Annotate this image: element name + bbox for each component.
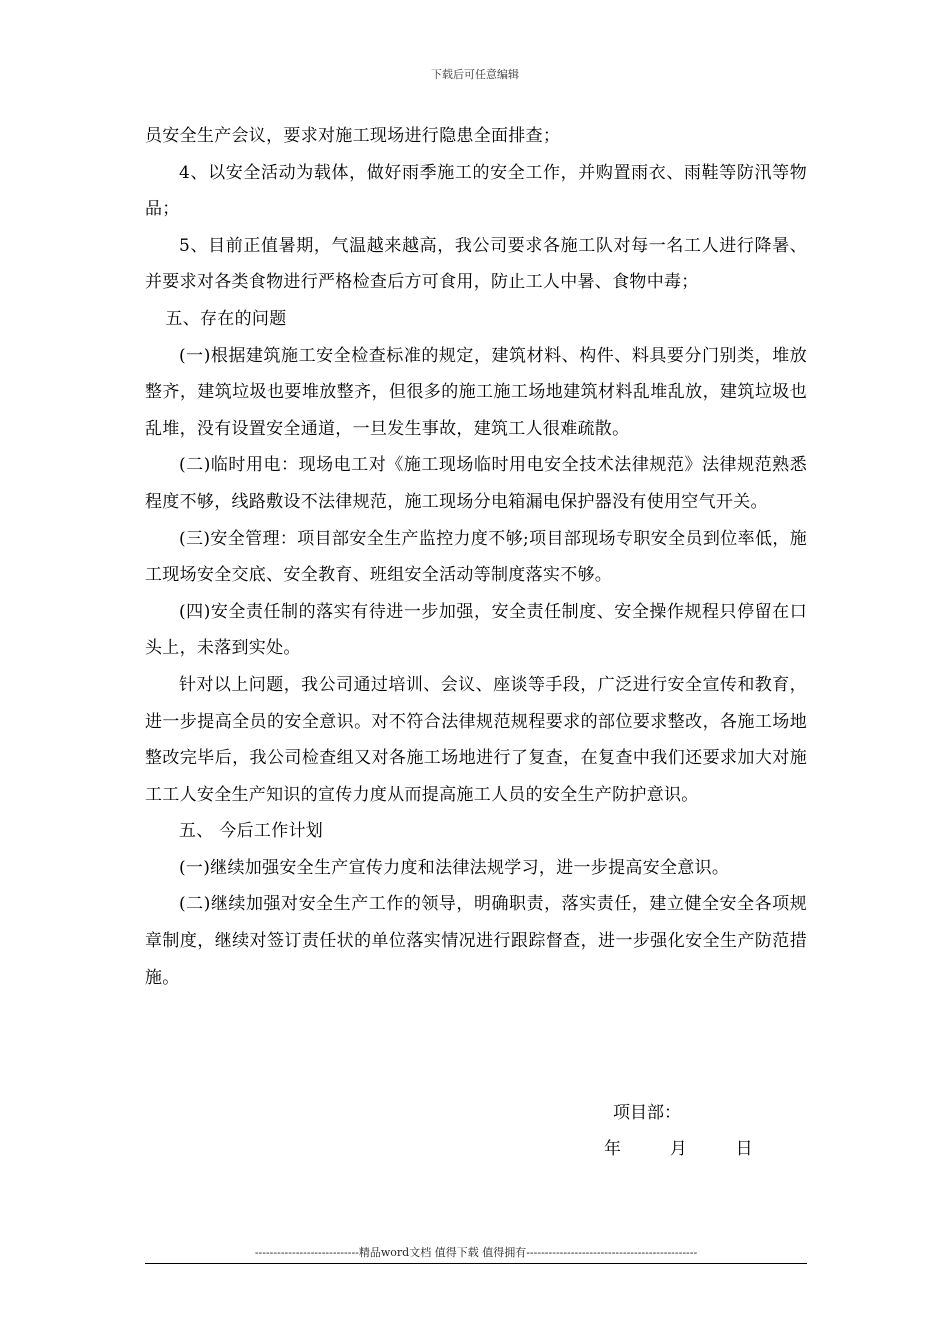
paragraph: 针对以上问题，我公司通过培训、会议、座谈等手段，广泛进行安全宣传和教育，进一步提高全员的安全意识。对不符合法律规范规程要求的部位要求整改，各施工场地整改完毕后，我公司检查组又对各施工场地进行了复查，在复查中我们还要求加大对施工工人安全生产知识的宣传力度从而提高施工人员的安全生产防护意识。	[145, 674, 807, 805]
date-year: 年	[604, 1139, 621, 1159]
signature-date	[604, 1134, 753, 1159]
page-footer: ----------------------------精品word文档 值得下载 值得拥有----------------------------------------------	[254, 1246, 698, 1259]
page-header: 下载后可任意编辑	[431, 68, 519, 81]
paragraph: 员安全生产会议，要求对施工现场进行隐患全面排查；	[145, 126, 561, 146]
section-heading: 五、 今后工作计划	[179, 821, 324, 842]
signature-dept: 项目部：	[613, 1103, 681, 1123]
section-heading: 五、存在的问题	[165, 308, 287, 329]
footer-rule	[145, 1263, 807, 1264]
paragraph: 4、以安全活动为载体，做好雨季施工的安全工作，并购置雨衣、雨鞋等防汛等物品；	[145, 162, 807, 220]
paragraph: (四)安全责任制的落实有待进一步加强，安全责任制度、安全操作规程只停留在口头上，未落到实处。	[145, 601, 807, 659]
paragraph: 5、目前正值暑期，气温越来越高，我公司要求各施工队对每一名工人进行降暑、并要求对各类食物进行严格检查后方可食用，防止工人中暑、食物中毒；	[145, 235, 807, 293]
paragraph: (一)根据建筑施工安全检查标准的规定，建筑材料、构件、料具要分门别类，堆放整齐，建筑垃圾也要堆放整齐，但很多的施工施工场地建筑材料乱堆乱放，建筑垃圾也乱堆，没有设置安全通道，一旦发生事故，建筑工人很难疏散。	[145, 345, 807, 439]
paragraph: (一)继续加强安全生产宣传力度和法律法规学习，进一步提高安全意识。	[179, 857, 730, 878]
paragraph: (二)临时用电：现场电工对《施工现场临时用电安全技术法律规范》法律规范熟悉程度不够，线路敷设不法律规范，施工现场分电箱漏电保护器没有使用空气开关。	[145, 455, 807, 512]
paragraph: (三)安全管理：项目部安全生产监控力度不够;项目部现场专职安全员到位率低，施工现场安全交底、安全教育、班组安全活动等制度落实不够。	[145, 528, 807, 586]
date-day: 日	[735, 1139, 753, 1159]
date-month: 月	[669, 1139, 687, 1159]
document-body	[145, 118, 807, 996]
paragraph: (二)继续加强对安全生产工作的领导，明确职责，落实责任，建立健全安全各项规章制度，继续对签订责任状的单位落实情况进行跟踪督查，进一步强化安全生产防范措施。	[145, 894, 807, 988]
